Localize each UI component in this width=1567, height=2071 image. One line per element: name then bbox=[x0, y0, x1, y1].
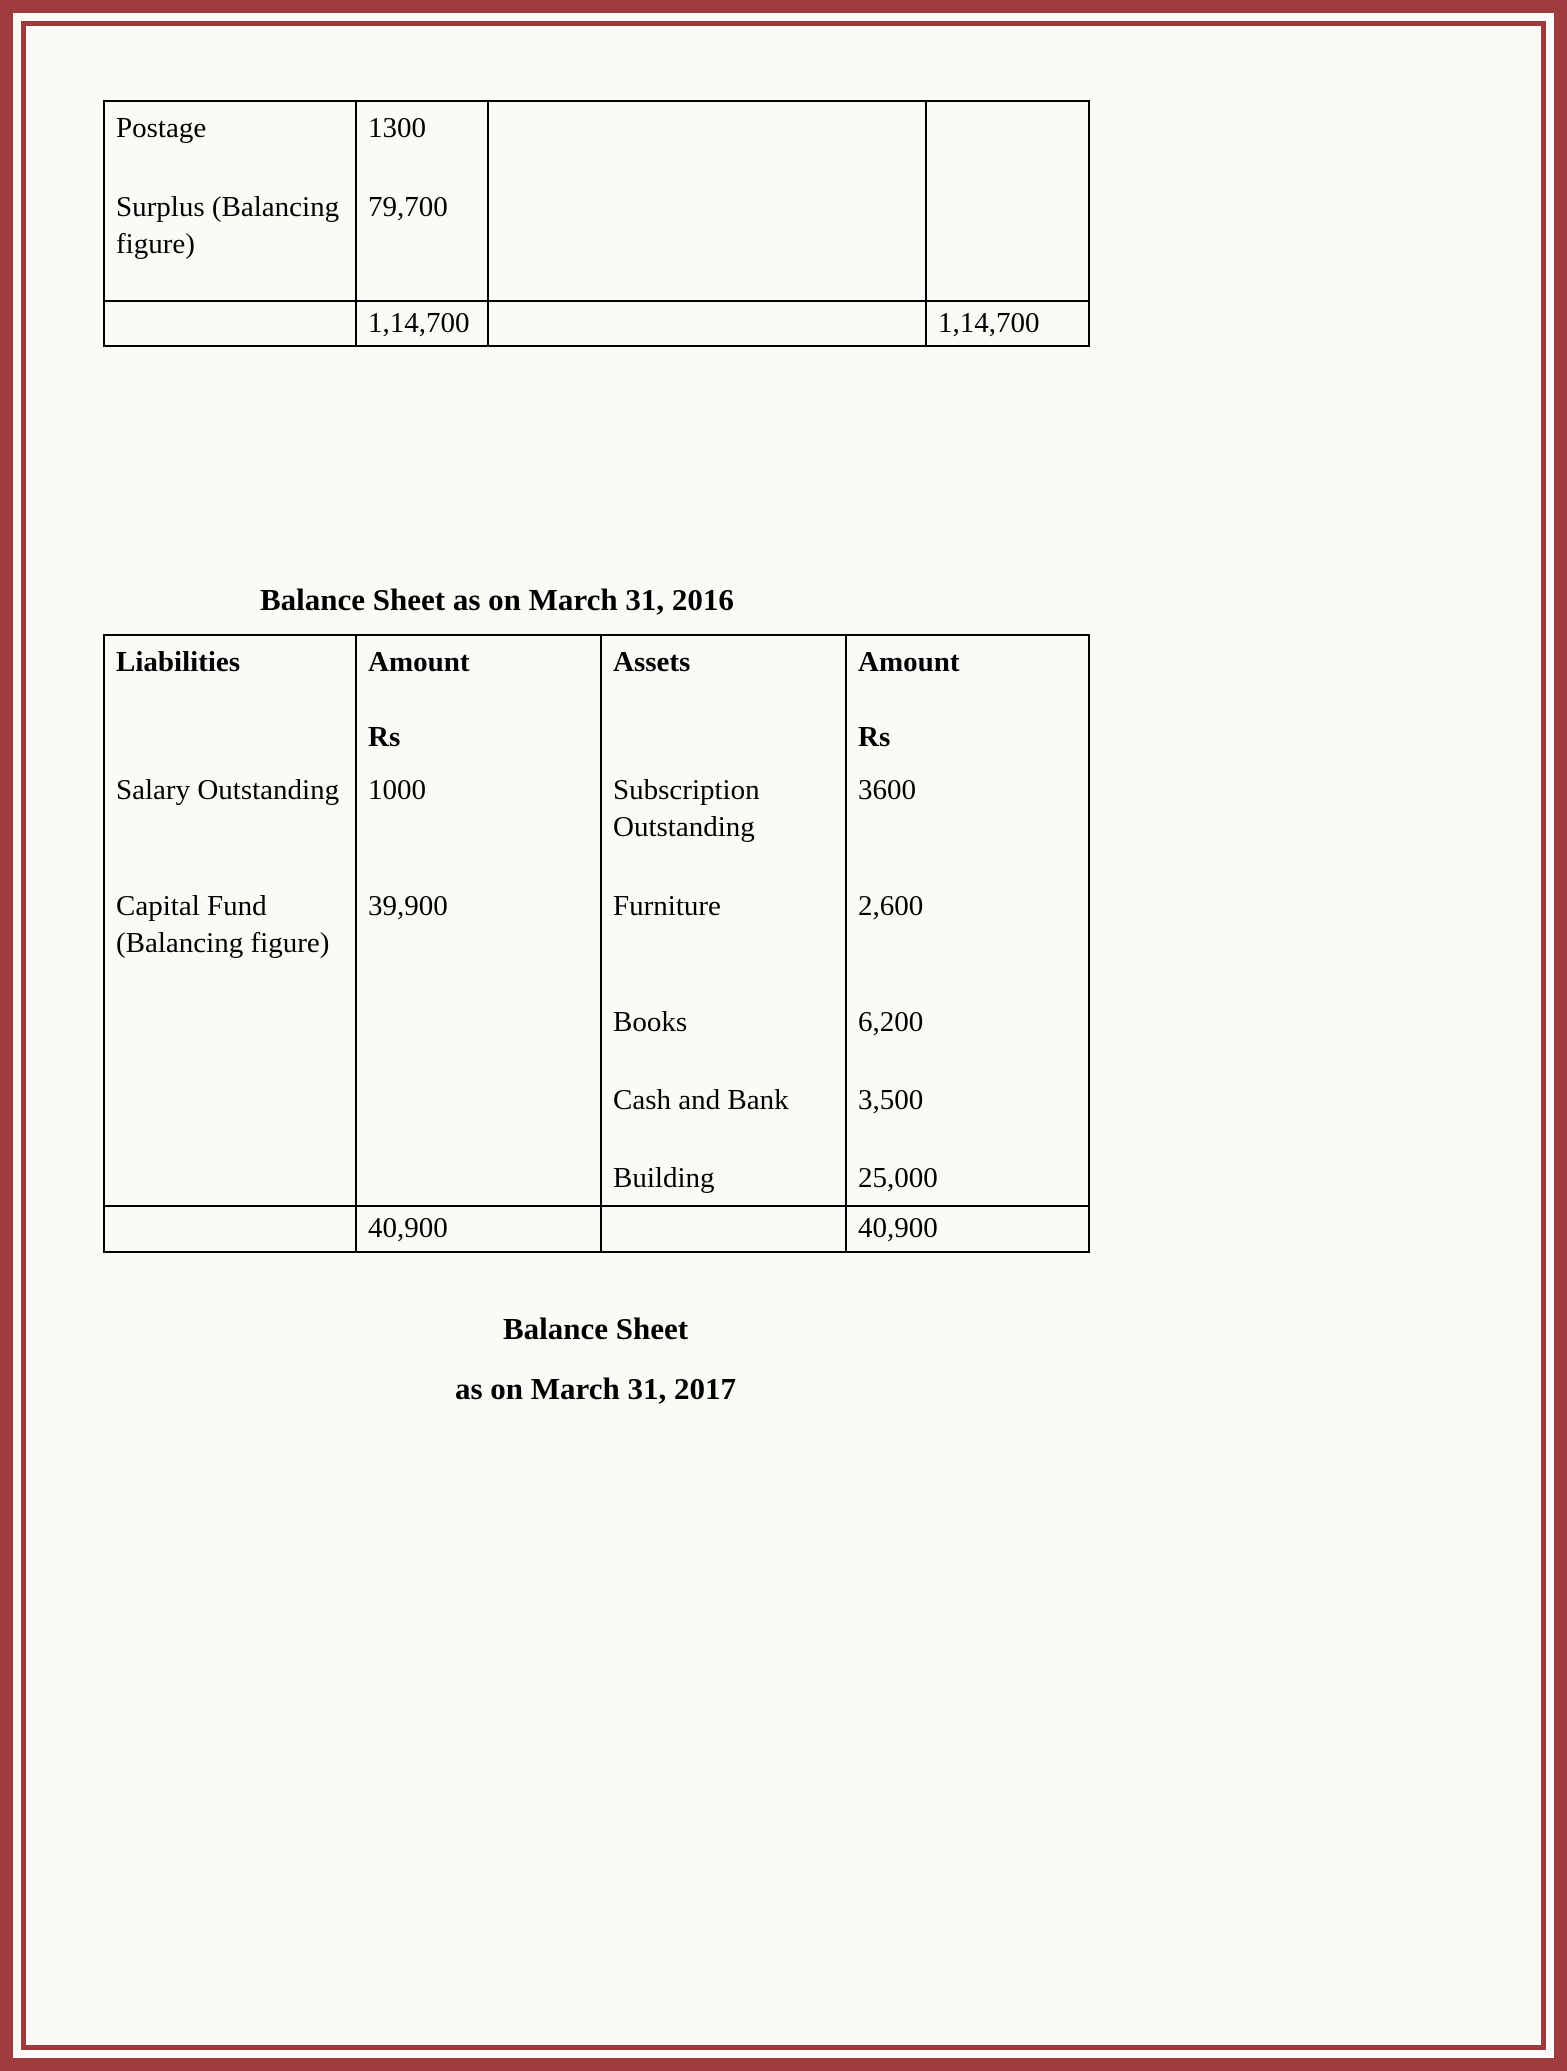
total-amount-cell: 40,900 bbox=[846, 1206, 1089, 1251]
asset-name-cell: Books bbox=[601, 996, 846, 1074]
asset-name-cell: Building bbox=[601, 1152, 846, 1206]
asset-name-cell: Furniture bbox=[601, 880, 846, 996]
page-inner-border bbox=[21, 21, 1546, 2050]
table-row bbox=[104, 101, 1089, 181]
asset-amount-cell: 3,500 bbox=[846, 1074, 1089, 1152]
table-row bbox=[104, 764, 1089, 880]
asset-amount-cell: 2,600 bbox=[846, 880, 1089, 996]
empty-cell bbox=[104, 1152, 356, 1206]
total-row bbox=[104, 301, 1089, 346]
empty-cell bbox=[356, 1152, 601, 1206]
liability-amount-cell: 1000 bbox=[356, 764, 601, 880]
header-row bbox=[104, 635, 1089, 764]
asset-amount-cell: 6,200 bbox=[846, 996, 1089, 1074]
asset-name-cell: Subscription Outstanding bbox=[601, 764, 846, 880]
empty-cell bbox=[601, 1206, 846, 1251]
amount-cell: 1300 bbox=[356, 101, 488, 181]
table-row bbox=[104, 1074, 1089, 1152]
account-table-continuation bbox=[103, 100, 1090, 347]
amount-header-label: Amount bbox=[368, 646, 470, 679]
rs-label: Rs bbox=[858, 721, 891, 754]
empty-cell bbox=[104, 1206, 356, 1251]
particulars-cell: Postage bbox=[104, 101, 356, 181]
empty-cell bbox=[488, 101, 926, 181]
table-row bbox=[104, 996, 1089, 1074]
total-amount-cell: 1,14,700 bbox=[356, 301, 488, 346]
empty-cell bbox=[488, 181, 926, 301]
balance-sheet-2017-title-line2: as on March 31, 2017 bbox=[454, 1370, 736, 1406]
asset-amount-cell: 25,000 bbox=[846, 1152, 1089, 1206]
amount-header-cell bbox=[846, 635, 1089, 764]
liability-name-cell: Capital Fund (Balancing figure) bbox=[104, 880, 356, 996]
empty-cell bbox=[926, 181, 1089, 301]
total-amount-cell: 1,14,700 bbox=[926, 301, 1089, 346]
empty-cell bbox=[926, 101, 1089, 181]
assets-header-cell: Assets bbox=[601, 635, 846, 764]
table-row bbox=[104, 1152, 1089, 1206]
amount-cell: 79,700 bbox=[356, 181, 488, 301]
balance-sheet-2016-table bbox=[103, 634, 1090, 1252]
rs-label: Rs bbox=[368, 721, 401, 754]
empty-cell bbox=[356, 996, 601, 1074]
amount-header-label: Amount bbox=[858, 646, 960, 679]
empty-cell bbox=[104, 1074, 356, 1152]
empty-cell bbox=[104, 301, 356, 346]
table-row bbox=[104, 181, 1089, 301]
table-row bbox=[104, 880, 1089, 996]
empty-cell bbox=[104, 996, 356, 1074]
liability-name-cell: Salary Outstanding bbox=[104, 764, 356, 880]
liability-amount-cell: 39,900 bbox=[356, 880, 601, 996]
total-row bbox=[104, 1206, 1089, 1251]
balance-sheet-2017-title bbox=[103, 1311, 1088, 1407]
asset-amount-cell: 3600 bbox=[846, 764, 1089, 880]
balance-sheet-2017-title-line1: Balance Sheet bbox=[502, 1310, 689, 1346]
empty-cell bbox=[488, 301, 926, 346]
amount-header-cell bbox=[356, 635, 601, 764]
balance-sheet-2016-title: Balance Sheet as on March 31, 2016 bbox=[260, 582, 734, 618]
liabilities-header-cell: Liabilities bbox=[104, 635, 356, 764]
empty-cell bbox=[356, 1074, 601, 1152]
particulars-cell: Surplus (Balancing figure) bbox=[104, 181, 356, 301]
asset-name-cell: Cash and Bank bbox=[601, 1074, 846, 1152]
total-amount-cell: 40,900 bbox=[356, 1206, 601, 1251]
